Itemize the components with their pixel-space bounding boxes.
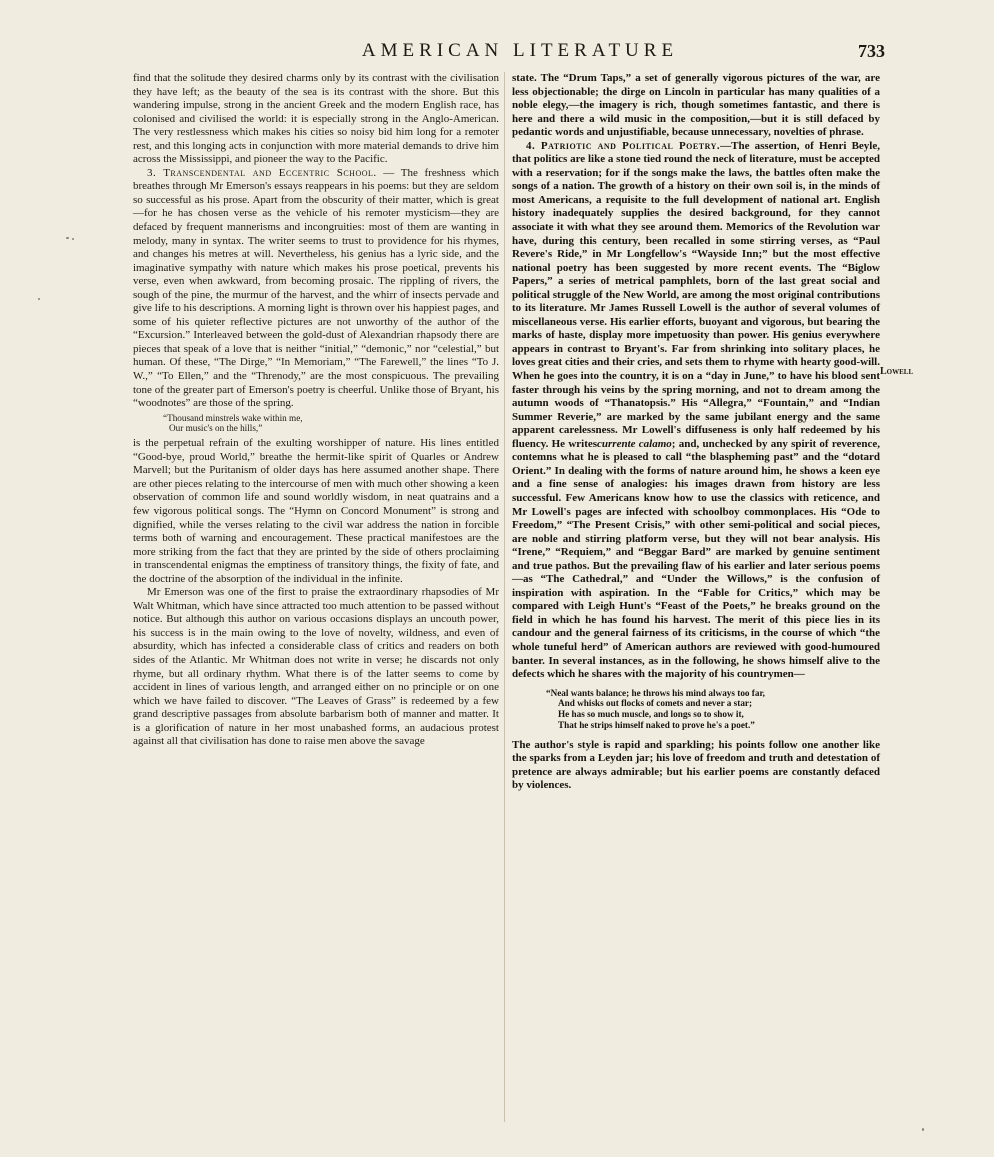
paper-speck bbox=[66, 237, 69, 239]
margin-note-lowell: Lowell bbox=[880, 366, 914, 377]
paragraph-drum-taps: state. The “Drum Taps,” a set of generally vigorous pictures of the war, are less objectionable; the dirge on Lincoln in particular has many qualities of a noble elegy,—the imagery is rich, though sometimes fantastic, and there is here and there a wild music in the composition,—but it is still defaced by pedantic words and unjustifiable, because unnecessary, novelties of phrase. bbox=[512, 72, 880, 139]
paragraph-transcendental-text: — The freshness which breathes through Mr Emerson's essays reappears in his poems: but they are seldom so successful as his prose. Apart from the obscurity of their matter, which is great—for he has chosen verse as the vehicle of his remoter mysticism—they are defaced by frequent mannerisms and incongruities: most of them are wanting in melody, many in syntax. The writer seems to trust to providence for his rhymes, and changes his metres at will. Nevertheless, his genius has a lyric side, and the imaginative sympathy with nature which makes his prose poetical, prevents his verse, even when awkward, from becoming prosaic. The rippling of rivers, the sough of the pine, the murmur of the harvest, and the whirr of insects pervade and give life to his descriptions. A morning light is thrown over his happiest pages, and some of his quieter reflective pictures are not unworthy of the author of the “Excursion.” Interleaved between the gold-dust of Alexandrian rhapsody there are pieces that speak of a love that is neither “initial,” “demonic,” nor “celestial,” but human. Of these, “The Dirge,” “In Memoriam,” “The Farewell,” the lines “To J. W.,” “To Ellen,” and the “Threnody,” are the most conspicuous. The prevailing tone of the greater part of Emerson's poetry is cheerful. Unlike those of Bryant, his “woodnotes” are those of the spring. bbox=[133, 166, 499, 410]
quote-line: He has so much muscle, and longs so to show it, bbox=[558, 709, 744, 720]
paragraph-refrain: is the perpetual refrain of the exulting worshipper of nature. His lines entitled “Good-bye, proud World,” breathe the hermit-like spirit of Quarles or Andrew Marvell; but the Puritanism of older days has here assumed another shape. There are other pieces relating to the intercourse of men with much other showing a keen observation of common life and sound worldly wisdom, in neat quatrains and a few vigorous political songs. The “Hymn on Concord Monument” is strong and dignified, while the verses relating to the civil war address the nation in forcible terms both of warning and encouragement. These practical manifestoes are the more striking from the fact that they are printed by the side of others proclaiming in transcendental enigmas the emptiness of transitory things, the fixity of fate, and the doctrine of the absorption of the individual in the infinite. bbox=[133, 437, 499, 585]
paper-speck bbox=[922, 1128, 924, 1131]
paper-speck bbox=[38, 298, 40, 300]
right-column bbox=[512, 72, 880, 793]
paragraph-transcendental bbox=[133, 167, 499, 411]
paragraph-patriotic bbox=[512, 140, 880, 682]
quote-line: “Thousand minstrels wake within me, bbox=[163, 412, 303, 423]
paragraph-patriotic-text-b: ; and, unchecked by any spirit of reverence, contemns what he is pleased to call “the blaspheming past” and the “dotard Orient.” In dealing with the forms of nature around him, he shows a keen eye and a fine sense of analogies: his images drawn from history are less successful. Few Americans know how to use the classics with reticence, and Mr Lowell's pages are infected with schoolboy commonplaces. His “Ode to Freedom,” “The Present Crisis,” with other semi-political and social pieces, are noble and stirring platform verse, but they will not bear analysis. His “Irene,” “Requiem,” and “Beggar Bard” are marked by genuine sentiment and true pathos. But the prevailing flaw of his earlier and later serious poems—as “The Cathedral,” and “Under the Willows,” is the confusion of inspiration with aspiration. In the “Fable for Critics,” which may be compared with Leigh Hunt's “Feast of the Poets,” he breaks ground on the field in which he has found his harvest. The merit of this piece lies in its candour and the general fairness of its criticisms, in the course of which “the whole tuneful herd” of American authors are reviewed with good-humoured banter. In several instances, as in the following, he shows himself alive to the defects which he shares with the majority of his countrymen— bbox=[512, 437, 880, 681]
paper-speck bbox=[72, 238, 74, 240]
column-gutter bbox=[504, 72, 505, 1122]
paragraph-wandering: find that the solitude they desired charms only by its contrast with the civilisation they have left; as the beauty of the sea is its contrast with the shore. But this wandering impulse, strong in the ancient Greek and the modern English race, has colonised and civilised the world: it is especially strong in the Anglo-American. The very restlessness which makes his cities so noisy bid him long for a remoter rest, and this longing acts in conjunction with more material demands to drive him across the Mississippi, and pioneer the way to the Pacific. bbox=[133, 72, 499, 166]
running-title: AMERICAN LITERATURE bbox=[361, 40, 679, 61]
paragraph-patriotic-text: —The assertion, of Henri Beyle, that politics are like a stone tied round the neck of literature, must be accepted with a reservation; for if the songs make the laws, the battles often make the songs of a nation. The growth of a history on their own soil is, in the minds of most Americans, a requisite to the full development of national art. English history inadequately supplies the desired background, for they cannot associate it with what they see around them. Memorics of the Revolution war have, during this century, been recalled in some stirring verses, as “Paul Revere's Ride,” in Mr Longfellow's “Wayside Inn;” but the most effective national poetry has been suggested by more recent events. The “Biglow Papers,” a series of metrical pamphlets, born of the last great social and political struggle of the New World, are among the most original contributions to its literature. Mr James Russell Lowell is the author of several volumes of miscellaneous verse. His earlier efforts, buoyant and vigorous, but bearing the marks of haste, display more impetuosity than power. His genius everywhere appears in contrast to Bryant's. Far from shrinking into solitary places, he loves great cities and their cries, and sets them to rhyme with hearty good-will. When he goes into the country, it is on a “day in June,” to have his blood sent faster through his veins by the spring morning, and not to dream among the autumn woods of “Thanatopsis.” His “Allegra,” “Fountain,” and “Indian Summer Reverie,” are marked by the same jubilant energy and the same apparent carelessness. Mr Lowell's diffuseness is only half redeemed by his fluency. He writes bbox=[512, 139, 880, 450]
neal-quote bbox=[546, 688, 880, 731]
left-column bbox=[133, 72, 499, 749]
page-number: 733 bbox=[858, 41, 885, 61]
quote-line: Our music's on the hills,” bbox=[169, 423, 263, 434]
section-heading-transcendental: 3. Transcendental and Eccentric School. bbox=[147, 166, 377, 179]
quote-line: And whisks out flocks of comets and never a star; bbox=[558, 698, 753, 709]
emerson-quote bbox=[163, 413, 499, 435]
quote-line: That he strips himself naked to prove he's a poet.” bbox=[558, 720, 755, 730]
paragraph-style: The author's style is rapid and sparkling; his points follow one another like the sparks from a Leyden jar; his love of freedom and truth and detestation of pretence are always admirable; but his earlier poems are constantly defaced by violences. bbox=[512, 738, 880, 792]
section-heading-patriotic: 4. Patriotic and Political Poetry. bbox=[526, 139, 721, 152]
latin-phrase: currente calamo bbox=[597, 437, 672, 450]
paragraph-whitman: Mr Emerson was one of the first to praise the extraordinary rhapsodies of Mr Walt Whitman, which have since attracted too much attention to be passed without notice. But although this author on various occasions displays an uncouth power, his success is in the main owing to the love of novelty, wildness, and even of absurdity, which has infected a considerable class of critics and readers on both sides of the Atlantic. Mr Whitman does not write in verse; he discards not only rhyme, but all ordinary rhythm. What there is of the latter seems to come by accident in lines of various length, and arranged either on no principle or on one which we have failed to discover. “The Leaves of Grass” is redeemed by a few grand descriptive passages from absolute barbarism both of manner and matter. It is a glorification of nature in her most unabashed forms, an audacious protest against all that civilisation has done to raise men above the savage bbox=[133, 586, 499, 748]
quote-line: “Neal wants balance; he throws his mind always too far, bbox=[546, 687, 765, 698]
